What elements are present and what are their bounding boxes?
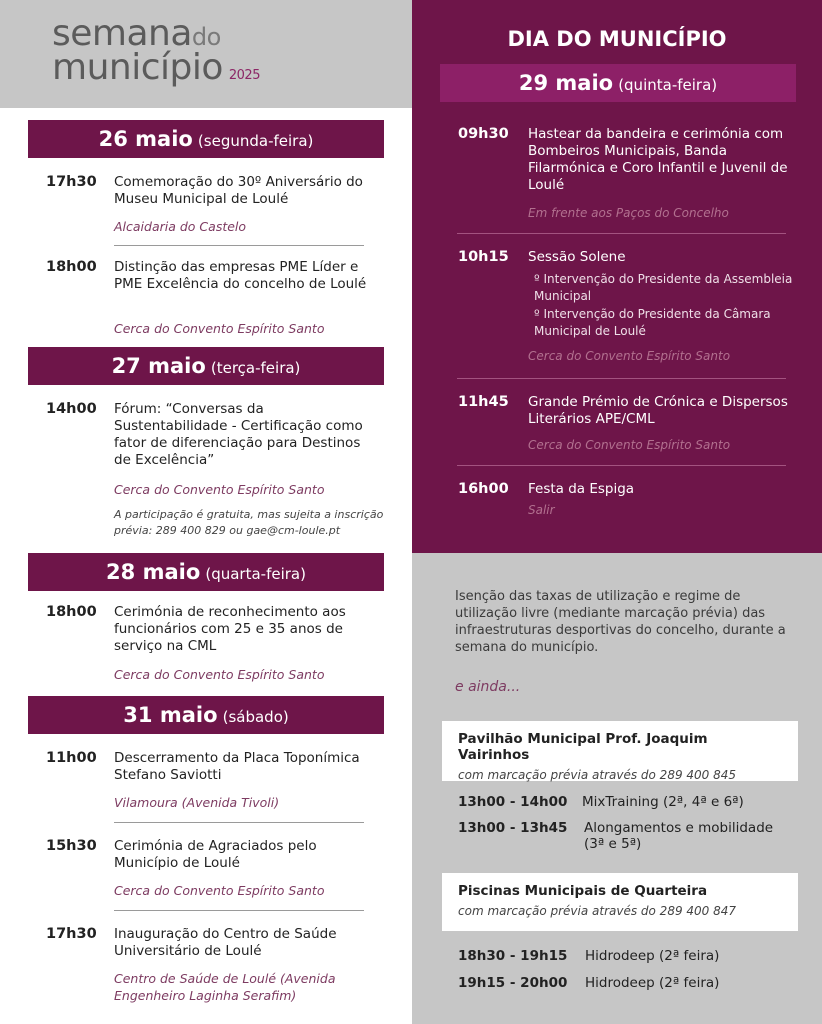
event-item (46, 926, 376, 1006)
event-time: 18h00 (46, 604, 97, 620)
event-title: Descerramento da Placa Toponímica Stefano Saviotti (114, 750, 360, 783)
facility-card-pools (442, 873, 798, 931)
registration-note: A participação é gratuita, mas sujeita a inscrição prévia: 289 400 829 ou gae@cm-loule.pt (114, 508, 384, 537)
schedule-row (458, 975, 798, 995)
logo-year: 2025 (228, 68, 260, 83)
date-day: 29 maio (518, 71, 614, 95)
event-item (46, 174, 376, 236)
event-time: 09h30 (458, 126, 509, 142)
schedule-time: 19h15 - 20h00 (458, 975, 568, 991)
event-title: Hastear da bandeira e cerimónia com Bombeiros Municipais, Banda Filarmónica e Coro Infantil e Juvenil de Loulé (528, 126, 788, 193)
event-place: Alcaidaria do Castelo (114, 219, 247, 234)
event-place: Cerca do Convento Espírito Santo (114, 883, 325, 898)
event-place: Vilamoura (Avenida Tivoli) (114, 795, 280, 810)
date-bar-28 (28, 553, 384, 591)
event-title: Cerimónia de Agraciados pelo Município de Loulé (114, 838, 317, 871)
event-title: Distinção das empresas PME Líder e PME Excelência do concelho de Loulé (114, 259, 367, 292)
logo-semana: semana (52, 13, 192, 54)
event-item (46, 401, 384, 541)
date-day: 28 maio (106, 560, 201, 584)
event-subitem: º Intervenção do Presidente da Câmara Municipal de Loulé (534, 307, 771, 338)
event-title: Sessão Solene (528, 249, 626, 265)
divider (457, 465, 786, 466)
date-weekday: (quarta-feira) (205, 565, 306, 583)
divider (457, 378, 786, 379)
event-time: 10h15 (458, 249, 509, 265)
schedule-row (458, 820, 798, 854)
event-title: Cerimónia de reconhecimento aos funcionários com 25 e 35 anos de serviço na CML (114, 604, 346, 654)
schedule-activity: Hidrodeep (2ª feira) (585, 975, 720, 991)
event-time: 14h00 (46, 401, 97, 417)
event-item (458, 394, 788, 456)
and-also-label: e ainda... (455, 679, 521, 695)
event-item (46, 838, 376, 900)
event-item (458, 481, 788, 521)
facility-booking-note: com marcação prévia através do 289 400 847 (458, 904, 737, 918)
logo-do: do (191, 23, 221, 51)
event-place: Cerca do Convento Espírito Santo (528, 349, 731, 363)
schedule-time: 18h30 - 19h15 (458, 948, 568, 964)
divider (114, 822, 364, 823)
event-item (46, 750, 376, 812)
event-title: Festa da Espiga (528, 481, 635, 497)
event-item (46, 259, 376, 339)
schedule-row (458, 794, 798, 814)
event-place: Centro de Saúde de Loulé (Avenida Engenheiro Laginha Serafim) (114, 971, 336, 1003)
panel-title: DIA DO MUNICÍPIO (507, 27, 727, 51)
facility-name: Piscinas Municipais de Quarteira (458, 883, 708, 899)
event-place: Em frente aos Paços do Concelho (528, 206, 729, 220)
event-item (458, 249, 793, 369)
schedule-activity: Hidrodeep (2ª feira) (585, 948, 720, 964)
schedule-activity: MixTraining (2ª, 4ª e 6ª) (582, 794, 744, 810)
event-title: Inauguração do Centro de Saúde Universitário de Loulé (114, 926, 337, 959)
event-place: Cerca do Convento Espírito Santo (528, 438, 731, 452)
event-time: 17h30 (46, 174, 97, 190)
event-place: Cerca do Convento Espírito Santo (114, 482, 325, 497)
logo-municipio: município (52, 47, 223, 88)
date-weekday: (segunda-feira) (197, 132, 314, 150)
event-title: Comemoração do 30º Aniversário do Museu Municipal de Loulé (114, 174, 363, 207)
schedule-time: 13h00 - 13h45 (458, 820, 568, 836)
divider (114, 245, 364, 246)
municipality-day-panel (412, 0, 822, 553)
event-time: 11h00 (46, 750, 97, 766)
date-bar-27 (28, 347, 384, 385)
facility-booking-note: com marcação prévia através do 289 400 845 (458, 768, 737, 782)
event-place: Cerca do Convento Espírito Santo (114, 321, 325, 336)
header-logo-area (0, 0, 412, 108)
facility-name: Pavilhão Municipal Prof. Joaquim Vairinhos (458, 731, 708, 763)
event-subitem: º Intervenção do Presidente da Assembleia Municipal (534, 272, 793, 303)
event-time: 15h30 (46, 838, 97, 854)
schedule-activity: Alongamentos e mobilidade (3ª e 5ª) (584, 820, 774, 852)
event-time: 18h00 (46, 259, 97, 275)
event-time: 11h45 (458, 394, 509, 410)
schedule-row (458, 948, 798, 968)
event-place: Salir (528, 503, 555, 517)
date-bar-26 (28, 120, 384, 158)
event-item (46, 604, 376, 684)
schedule-time: 13h00 - 14h00 (458, 794, 568, 810)
event-place: Cerca do Convento Espírito Santo (114, 667, 325, 682)
divider (457, 233, 786, 234)
date-bar-29 (440, 64, 796, 102)
sports-facilities-area (412, 553, 822, 1024)
exemption-text: Isenção das taxas de utilização e regime de utilização livre (mediante marcação prévia) das infraestruturas desportivas do concelho, durante a semana do município. (455, 589, 786, 655)
date-day: 31 maio (123, 703, 218, 727)
date-weekday: (quinta-feira) (618, 76, 718, 94)
date-day: 26 maio (98, 127, 193, 151)
date-day: 27 maio (111, 354, 206, 378)
event-title: Grande Prémio de Crónica e Dispersos Literários APE/CML (528, 394, 788, 427)
date-weekday: (terça-feira) (210, 359, 301, 377)
logo-line-2 (52, 48, 260, 96)
facility-card-pavilion (442, 721, 798, 781)
divider (114, 910, 364, 911)
event-title: Fórum: “Conversas da Sustentabilidade - Certificação como fator de diferenciação para Destinos de Excelência” (114, 401, 363, 468)
event-time: 16h00 (458, 481, 509, 497)
date-weekday: (sábado) (222, 708, 289, 726)
event-time: 17h30 (46, 926, 97, 942)
event-item (458, 126, 788, 226)
date-bar-31 (28, 696, 384, 734)
